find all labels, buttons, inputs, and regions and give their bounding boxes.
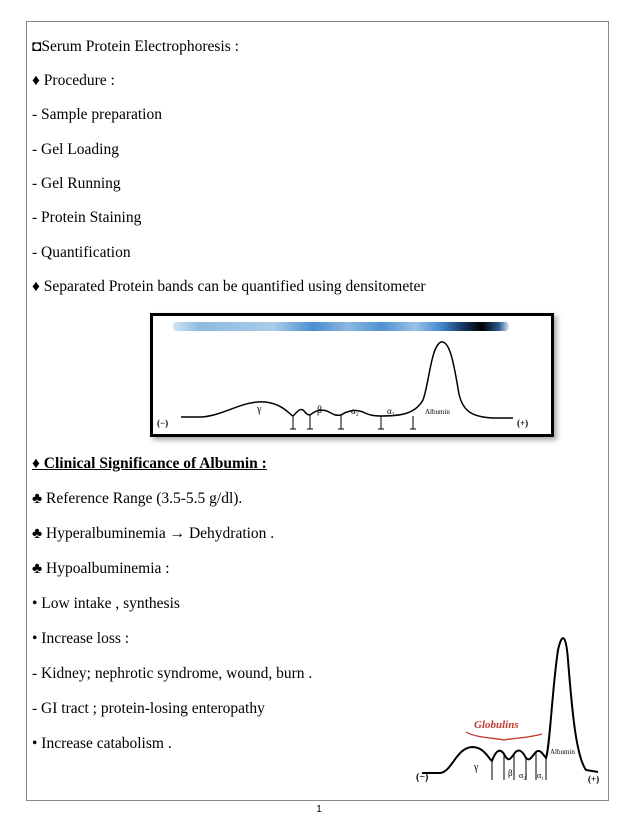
gamma-label: γ	[474, 762, 479, 773]
plus-electrode-label: (+)	[588, 774, 600, 784]
clinical-heading	[32, 455, 267, 473]
alpha1-label: α₁	[537, 771, 544, 780]
beta-label: β	[508, 768, 513, 778]
procedure-step: - Protein Staining	[32, 209, 142, 226]
clinical-heading-bullet: ♦	[32, 455, 44, 472]
globulins-trace-chart	[416, 630, 606, 790]
beta-label: β	[317, 405, 323, 416]
cause-item: • Increase catabolism .	[32, 735, 172, 752]
page-number: 1	[316, 804, 322, 815]
globulins-label: Globulins	[474, 719, 519, 731]
albumin-label: Albumin	[425, 408, 450, 416]
globulins-bracket	[466, 732, 542, 740]
section-title: ◘Serum Protein Electrophoresis :	[32, 38, 239, 55]
minus-electrode-label: (−)	[416, 772, 429, 783]
gamma-label: γ	[257, 404, 262, 415]
alpha1-label: α₁	[387, 406, 395, 416]
hypoalbuminemia: ♣ Hypoalbuminemia :	[32, 560, 170, 577]
cause-item: • Increase loss :	[32, 630, 130, 647]
densitometer-trace-chart	[153, 316, 551, 434]
procedure-heading: ♦ Procedure :	[32, 72, 115, 89]
clinical-heading-text: Clinical Significance of Albumin :	[43, 455, 267, 472]
alpha2-label: α₂	[351, 406, 359, 416]
cause-item: - GI tract ; protein-losing enteropathy	[32, 700, 265, 717]
globulins-figure	[416, 630, 606, 790]
trace-line	[181, 342, 513, 418]
procedure-step: - Quantification	[32, 244, 131, 261]
procedure-step: - Sample preparation	[32, 106, 162, 123]
minus-electrode-label: (−)	[157, 418, 169, 428]
cause-item: - Kidney; nephrotic syndrome, wound, burn .	[32, 665, 313, 682]
procedure-step: - Gel Loading	[32, 141, 119, 158]
cause-item: • Low intake , synthesis	[32, 595, 180, 612]
reference-range: ♣ Reference Range (3.5-5.5 g/dl).	[32, 490, 243, 507]
separator-ticks	[290, 415, 416, 429]
albumin-label: Albumin	[550, 748, 575, 756]
plus-electrode-label: (+)	[517, 418, 529, 428]
procedure-step: - Gel Running	[32, 175, 121, 192]
densitometer-note: ♦ Separated Protein bands can be quantified using densitometer	[32, 278, 426, 295]
electrophoresis-figure	[150, 313, 554, 437]
gel-band-strip	[173, 322, 509, 331]
hyperalbuminemia: ♣ Hyperalbuminemia → Dehydration .	[32, 525, 275, 542]
alpha2-label: α₂	[519, 771, 526, 780]
